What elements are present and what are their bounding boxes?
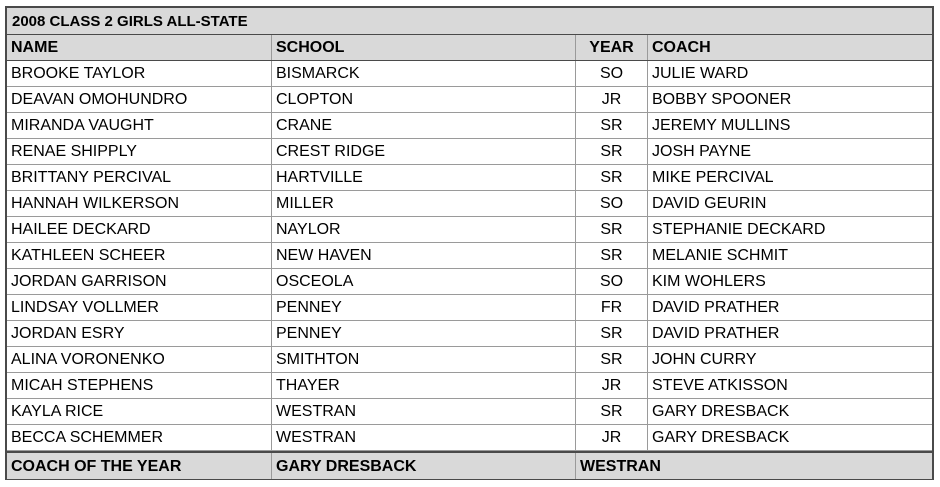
player-name: BROOKE TAYLOR: [7, 61, 272, 86]
table-row: [7, 113, 932, 139]
table-row: [7, 269, 932, 295]
table-title: 2008 CLASS 2 GIRLS ALL-STATE: [7, 8, 932, 35]
table-row: [7, 87, 932, 113]
school-name: NAYLOR: [272, 217, 576, 242]
player-name: MIRANDA VAUGHT: [7, 113, 272, 138]
coach-name: DAVID PRATHER: [652, 325, 780, 342]
class-year: SR: [576, 399, 648, 424]
coach-of-the-year-school: WESTRAN: [580, 458, 661, 475]
coach-of-the-year-name: GARY DRESBACK: [272, 453, 576, 479]
table-row: [7, 139, 932, 165]
table-row: [7, 295, 932, 321]
table-row: [7, 347, 932, 373]
table-row: [7, 243, 932, 269]
header-row: [7, 35, 932, 61]
coach-name: DAVID PRATHER: [652, 299, 780, 316]
school-name: OSCEOLA: [272, 269, 576, 294]
player-name: KAYLA RICE: [7, 399, 272, 424]
coach-name: MELANIE SCHMIT: [652, 247, 789, 264]
school-name: CREST RIDGE: [272, 139, 576, 164]
table-row: [7, 191, 932, 217]
table-row: [7, 373, 932, 399]
class-year: SR: [576, 321, 648, 346]
table-row: [7, 165, 932, 191]
coach-name: JEREMY MULLINS: [652, 117, 791, 134]
header-year: YEAR: [576, 35, 648, 60]
school-name: MILLER: [272, 191, 576, 216]
player-name: JORDAN GARRISON: [7, 269, 272, 294]
school-name: SMITHTON: [272, 347, 576, 372]
player-name: LINDSAY VOLLMER: [7, 295, 272, 320]
table-row: [7, 61, 932, 87]
class-year: SO: [576, 191, 648, 216]
class-year: JR: [576, 87, 648, 112]
school-name: PENNEY: [272, 321, 576, 346]
school-name: NEW HAVEN: [272, 243, 576, 268]
school-name: THAYER: [272, 373, 576, 398]
table-body: [7, 61, 932, 451]
player-name: JORDAN ESRY: [7, 321, 272, 346]
class-year: SR: [576, 243, 648, 268]
class-year: SO: [576, 269, 648, 294]
coach-name: STEPHANIE DECKARD: [652, 221, 826, 238]
class-year: SO: [576, 61, 648, 86]
player-name: KATHLEEN SCHEER: [7, 243, 272, 268]
player-name: MICAH STEPHENS: [7, 373, 272, 398]
coach-name: BOBBY SPOONER: [652, 91, 792, 108]
header-coach: COACH: [652, 39, 711, 56]
coach-of-the-year-row: [7, 451, 932, 479]
coach-name: JULIE WARD: [652, 65, 749, 82]
player-name: HANNAH WILKERSON: [7, 191, 272, 216]
school-name: CRANE: [272, 113, 576, 138]
all-state-table: [5, 6, 934, 480]
class-year: SR: [576, 139, 648, 164]
player-name: ALINA VORONENKO: [7, 347, 272, 372]
player-name: BECCA SCHEMMER: [7, 425, 272, 450]
table-row: [7, 217, 932, 243]
table-row: [7, 425, 932, 451]
class-year: SR: [576, 165, 648, 190]
school-name: BISMARCK: [272, 61, 576, 86]
coach-name: MIKE PERCIVAL: [652, 169, 774, 186]
school-name: WESTRAN: [272, 425, 576, 450]
coach-name: JOSH PAYNE: [652, 143, 751, 160]
class-year: SR: [576, 347, 648, 372]
school-name: HARTVILLE: [272, 165, 576, 190]
player-name: DEAVAN OMOHUNDRO: [7, 87, 272, 112]
coach-name: KIM WOHLERS: [652, 273, 766, 290]
class-year: JR: [576, 373, 648, 398]
coach-of-the-year-label: COACH OF THE YEAR: [7, 453, 272, 479]
school-name: CLOPTON: [272, 87, 576, 112]
coach-name: STEVE ATKISSON: [652, 377, 788, 394]
player-name: RENAE SHIPPLY: [7, 139, 272, 164]
player-name: HAILEE DECKARD: [7, 217, 272, 242]
header-name: NAME: [7, 35, 272, 60]
player-name: BRITTANY PERCIVAL: [7, 165, 272, 190]
table-row: [7, 321, 932, 347]
school-name: WESTRAN: [272, 399, 576, 424]
coach-name: DAVID GEURIN: [652, 195, 767, 212]
class-year: SR: [576, 113, 648, 138]
school-name: PENNEY: [272, 295, 576, 320]
coach-name: GARY DRESBACK: [652, 429, 790, 446]
coach-name: JOHN CURRY: [652, 351, 757, 368]
coach-name: GARY DRESBACK: [652, 403, 790, 420]
header-school: SCHOOL: [272, 35, 576, 60]
table-row: [7, 399, 932, 425]
class-year: JR: [576, 425, 648, 450]
class-year: SR: [576, 217, 648, 242]
class-year: FR: [576, 295, 648, 320]
